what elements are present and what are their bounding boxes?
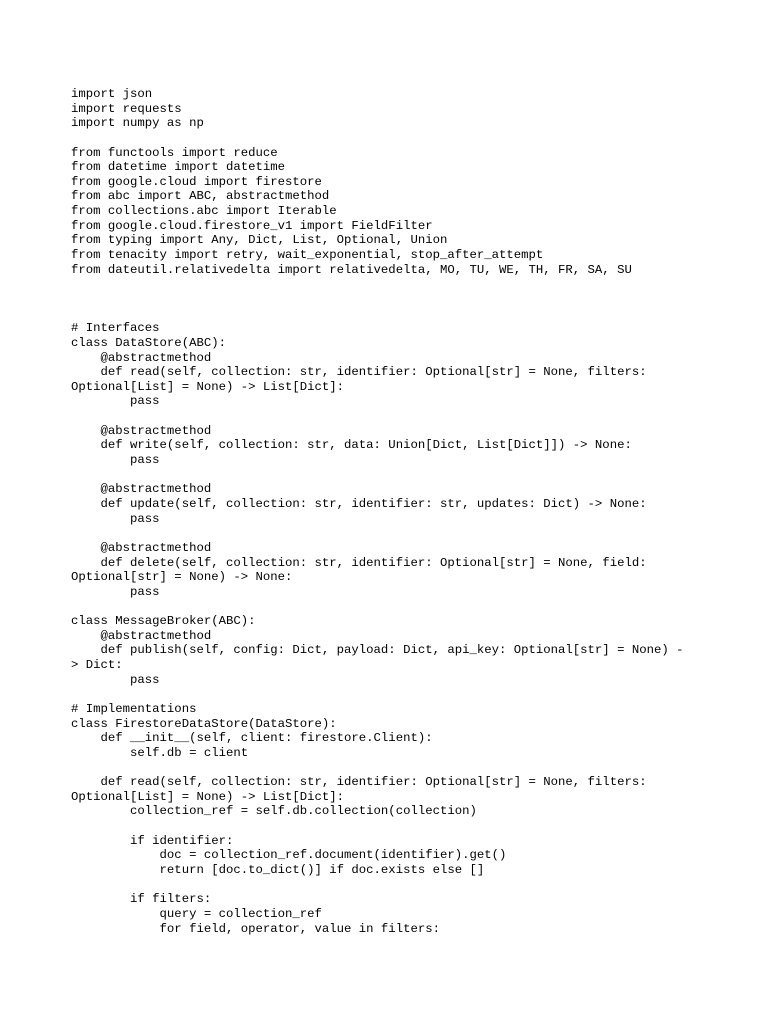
code-line: if identifier: xyxy=(71,833,234,848)
code-line: Optional[List] = None) -> List[Dict]: xyxy=(71,379,345,394)
code-block xyxy=(71,87,711,936)
code-line: def read(self, collection: str, identifier: Optional[str] = None, filters: xyxy=(71,775,647,790)
code-line: from google.cloud.firestore_v1 import FieldFilter xyxy=(71,218,433,233)
code-line: class MessageBroker(ABC): xyxy=(71,614,256,629)
code-line xyxy=(71,599,711,614)
code-line: for field, operator, value in filters: xyxy=(71,921,440,936)
code-line: def delete(self, collection: str, identifier: Optional[str] = None, field: xyxy=(71,555,647,570)
code-line: # Interfaces xyxy=(71,321,160,336)
code-line: @abstractmethod xyxy=(71,628,212,643)
code-line xyxy=(71,760,711,775)
code-line: query = collection_ref xyxy=(71,906,322,921)
code-line xyxy=(71,526,711,541)
code-line: @abstractmethod xyxy=(71,540,212,555)
code-line: Optional[str] = None) -> None: xyxy=(71,570,293,585)
code-line: from dateutil.relativedelta import relativedelta, MO, TU, WE, TH, FR, SA, SU xyxy=(71,262,632,277)
code-line: from tenacity import retry, wait_exponential, stop_after_attempt xyxy=(71,248,544,263)
code-line: import numpy as np xyxy=(71,116,204,131)
code-line: class FirestoreDataStore(DataStore): xyxy=(71,716,337,731)
code-line xyxy=(71,292,711,307)
code-line: collection_ref = self.db.collection(collection) xyxy=(71,804,477,819)
code-line: def write(self, collection: str, data: Union[Dict, List[Dict]]) -> None: xyxy=(71,438,632,453)
code-line: def update(self, collection: str, identifier: str, updates: Dict) -> None: xyxy=(71,496,647,511)
code-line: pass xyxy=(71,394,160,409)
code-line xyxy=(71,878,711,893)
code-line: from abc import ABC, abstractmethod xyxy=(71,189,330,204)
code-line: @abstractmethod xyxy=(71,423,212,438)
code-line: from datetime import datetime xyxy=(71,160,286,175)
code-line: from collections.abc import Iterable xyxy=(71,204,337,219)
code-line: import json xyxy=(71,87,153,101)
code-line xyxy=(71,131,711,146)
code-line xyxy=(71,819,711,834)
code-line: pass xyxy=(71,511,160,526)
code-line: @abstractmethod xyxy=(71,482,212,497)
code-line: > Dict: xyxy=(71,657,123,672)
code-line: pass xyxy=(71,672,160,687)
code-line: # Implementations xyxy=(71,701,197,716)
code-line: def __init__(self, client: firestore.Client): xyxy=(71,731,433,746)
code-line: Optional[List] = None) -> List[Dict]: xyxy=(71,789,345,804)
code-line xyxy=(71,468,711,483)
code-line: doc = collection_ref.document(identifier).get() xyxy=(71,848,507,863)
code-line: self.db = client xyxy=(71,745,249,760)
code-line: from typing import Any, Dict, List, Optional, Union xyxy=(71,233,448,248)
code-line xyxy=(71,687,711,702)
code-line: pass xyxy=(71,584,160,599)
code-line xyxy=(71,277,711,292)
code-line: from functools import reduce xyxy=(71,145,278,160)
code-line xyxy=(71,307,711,322)
code-line xyxy=(71,409,711,424)
code-line: class DataStore(ABC): xyxy=(71,335,226,350)
code-line: pass xyxy=(71,453,160,468)
code-line: import requests xyxy=(71,101,182,116)
code-line: @abstractmethod xyxy=(71,350,212,365)
code-line: if filters: xyxy=(71,892,212,907)
code-line: from google.cloud import firestore xyxy=(71,174,322,189)
code-line: return [doc.to_dict()] if doc.exists else [] xyxy=(71,862,485,877)
code-line: def publish(self, config: Dict, payload: Dict, api_key: Optional[str] = None) - xyxy=(71,643,684,658)
code-line: def read(self, collection: str, identifier: Optional[str] = None, filters: xyxy=(71,365,647,380)
